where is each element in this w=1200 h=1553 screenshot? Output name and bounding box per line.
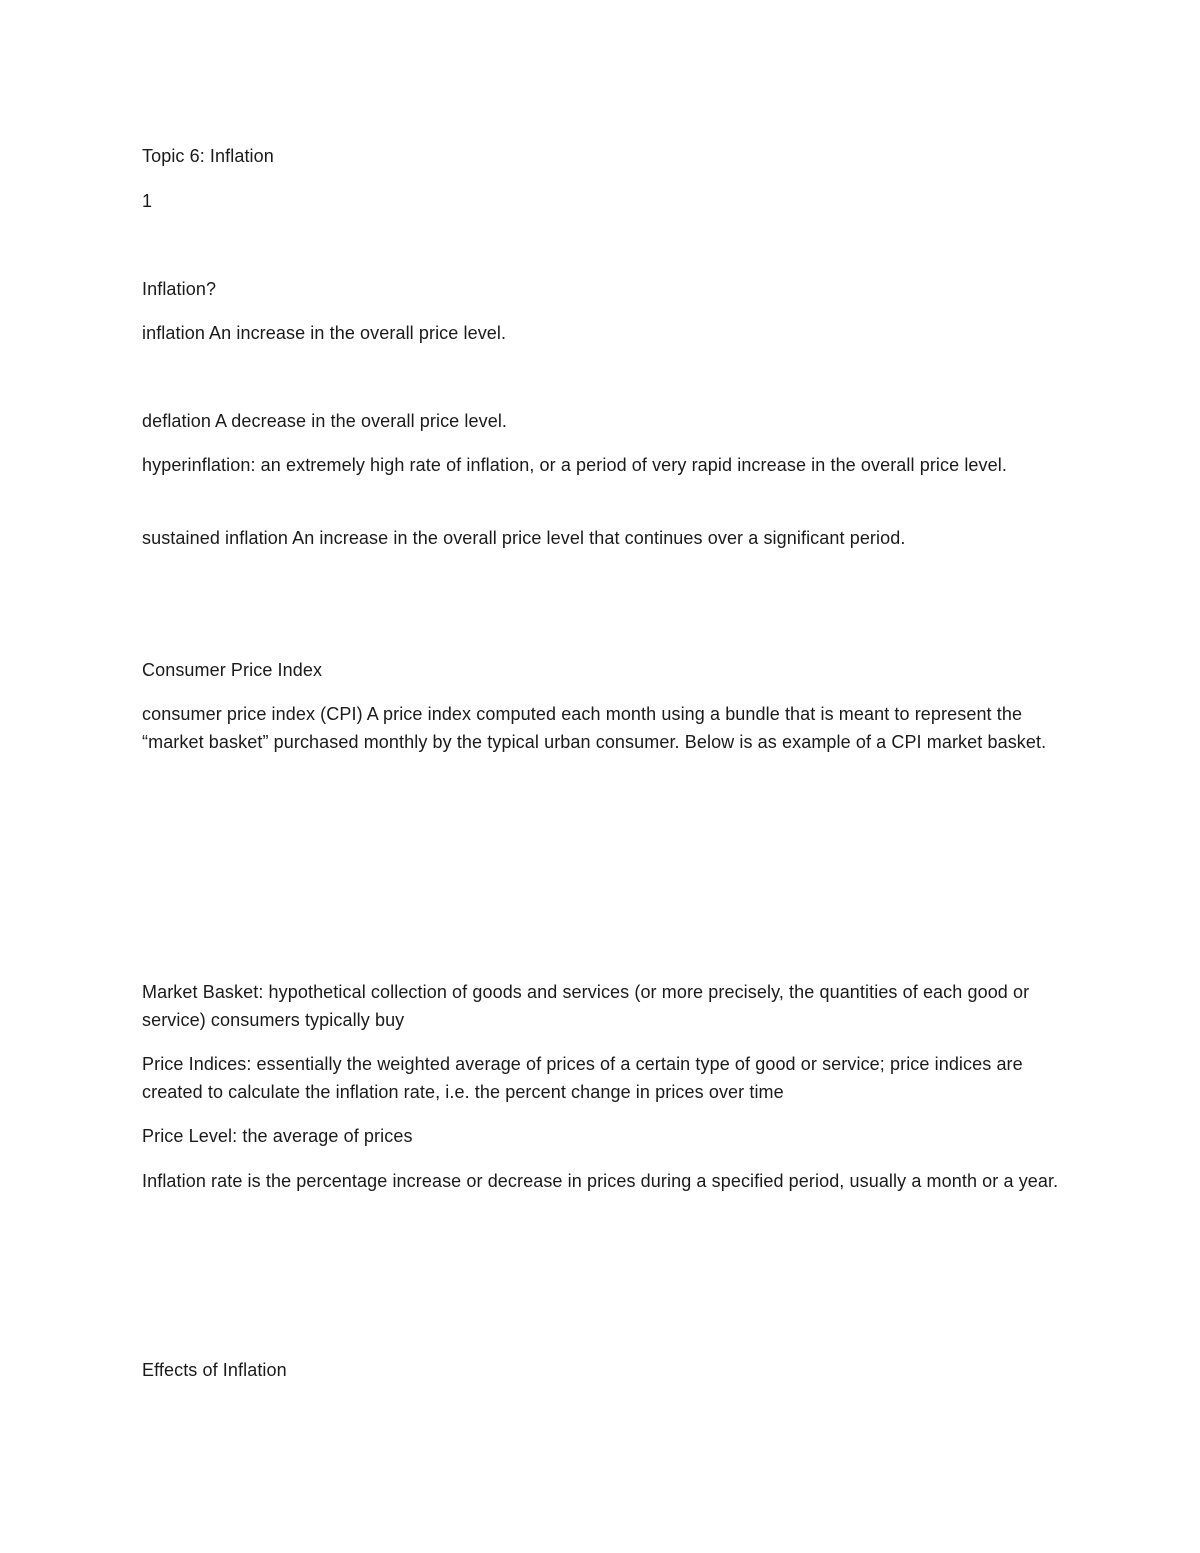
inflation-rate-definition: Inflation rate is the percentage increase or decrease in prices during a specified period, usually a month or a year. [142,1171,1059,1191]
price-level-definition: Price Level: the average of prices [142,1126,413,1146]
document-title: Topic 6: Inflation [142,146,274,166]
inflation-definition: inflation An increase in the overall price level. [142,323,507,343]
page-number: 1 [142,191,153,211]
cpi-definition: consumer price index (CPI) A price index computed each month using a bundle that is meant to represent the “market basket” purchased monthly by the typical urban consumer. Below is as example of a CPI market basket. [142,704,1047,752]
inflation-heading: Inflation? [142,279,217,299]
effects-heading: Effects of Inflation [142,1360,287,1380]
deflation-definition: deflation A decrease in the overall price level. [142,411,508,431]
cpi-heading: Consumer Price Index [142,660,323,680]
market-basket-definition: Market Basket: hypothetical collection of goods and services (or more precisely, the quantities of each good or service) consumers typically buy [142,982,1030,1030]
price-indices-definition: Price Indices: essentially the weighted average of prices of a certain type of good or service; price indices are created to calculate the inflation rate, i.e. the percent change in prices over time [142,1054,1023,1102]
hyperinflation-definition: hyperinflation: an extremely high rate of inflation, or a period of very rapid increase in the overall price level. [142,455,1007,475]
sustained-inflation-definition: sustained inflation An increase in the overall price level that continues over a significant period. [142,528,906,548]
